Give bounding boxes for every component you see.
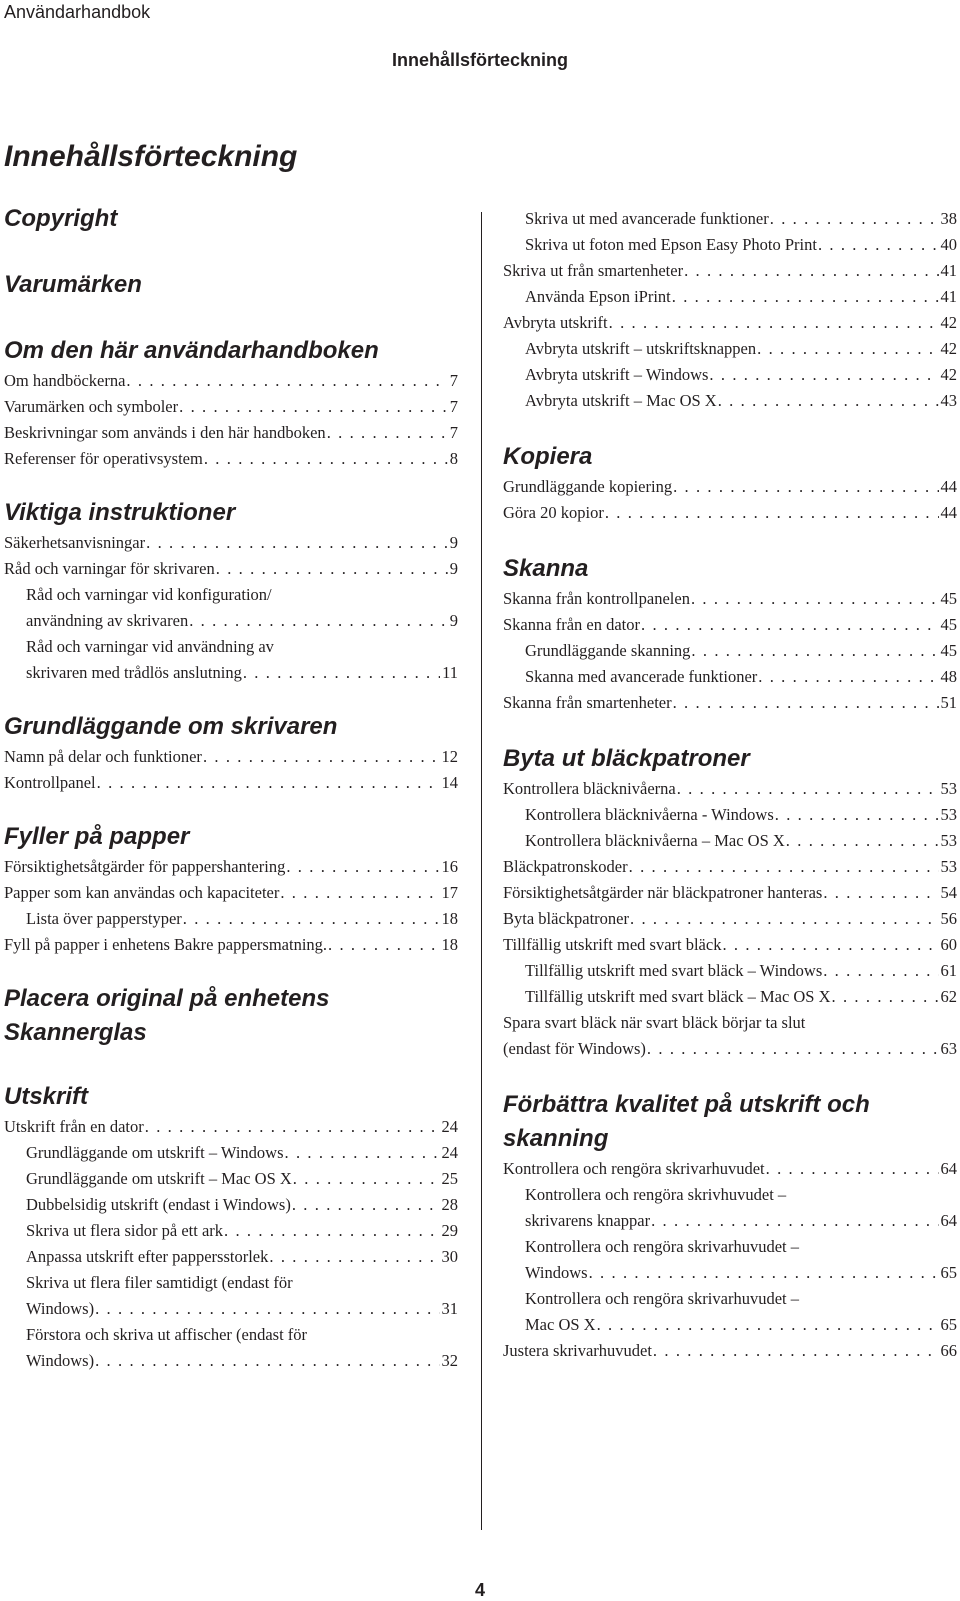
dot-leader xyxy=(293,1166,440,1192)
dot-leader xyxy=(770,206,939,232)
page-ref: 48 xyxy=(940,667,957,686)
dot-leader xyxy=(216,556,448,582)
dot-leader xyxy=(757,336,938,362)
toc-entry[interactable]: Referenser för operativsystem . . . 8 xyxy=(4,446,458,472)
page-ref: 63 xyxy=(940,1039,957,1058)
dot-leader xyxy=(832,984,939,1010)
page-ref: 25 xyxy=(441,1169,458,1188)
toc-entry[interactable]: Skanna från kontrollpanelen . . . 45 xyxy=(503,586,957,612)
page-ref: 41 xyxy=(940,261,957,280)
toc-entry[interactable]: Råd och varningar vid konfiguration/ användning av skrivaren . . . 9 xyxy=(4,582,458,634)
dot-leader xyxy=(684,258,938,284)
page-ref: 11 xyxy=(442,663,458,682)
toc-entry[interactable]: Tillfällig utskrift med svart bläck – Windows . . . 61 xyxy=(503,958,957,984)
toc-section-varumarken[interactable]: Varumärken xyxy=(4,271,142,298)
page-ref: 28 xyxy=(441,1195,458,1214)
toc-entry[interactable]: Grundläggande skanning . . . 45 xyxy=(503,638,957,664)
toc-section-viktiga[interactable]: Viktiga instruktioner xyxy=(4,499,236,526)
toc-entry[interactable]: Skriva ut med avancerade funktioner . . . 38 xyxy=(503,206,957,232)
toc-section-placera[interactable]: Placera original på enhetens Skannerglas xyxy=(4,985,330,1046)
toc-entry[interactable]: Råd och varningar för skrivaren . . . 9 xyxy=(4,556,458,582)
page-ref: 45 xyxy=(940,589,957,608)
toc-section-forbattra[interactable]: Förbättra kvalitet på utskrift och skanning xyxy=(503,1091,870,1152)
dot-leader xyxy=(672,284,939,310)
dot-leader xyxy=(758,664,938,690)
toc-entry[interactable]: Beskrivningar som används i den här handboken . . . 7 xyxy=(4,420,458,446)
toc-entry[interactable]: Bläckpatronskoder . . . 53 xyxy=(503,854,957,880)
dot-leader xyxy=(823,958,938,984)
page-ref: 9 xyxy=(449,611,458,630)
dot-leader xyxy=(97,770,440,796)
toc-entry[interactable]: Kontrollera och rengöra skrivarhuvudet – Mac OS X . . . 65 xyxy=(503,1286,957,1338)
toc-entry[interactable]: Råd och varningar vid användning av skrivaren med trådlös anslutning . . . 11 xyxy=(4,634,458,686)
dot-leader xyxy=(718,388,939,414)
dot-leader xyxy=(179,394,448,420)
dot-leader xyxy=(280,880,439,906)
dot-leader xyxy=(95,1348,439,1374)
page-ref: 18 xyxy=(441,909,458,928)
page-ref: 8 xyxy=(449,449,458,468)
page-ref: 9 xyxy=(449,533,458,552)
column-divider xyxy=(481,212,482,1530)
toc-left-column xyxy=(4,202,458,1374)
dot-leader xyxy=(285,1140,440,1166)
toc-entry[interactable]: Kontrollera och rengöra skrivarhuvudet – Windows . . . 65 xyxy=(503,1234,957,1286)
toc-entry[interactable]: Om handböckerna . . . 7 xyxy=(4,368,458,394)
dot-leader xyxy=(691,586,939,612)
page-ref: 42 xyxy=(940,339,957,358)
toc-entry[interactable]: Utskrift från en dator . . . 24 xyxy=(4,1114,458,1140)
toc-entry[interactable]: Avbryta utskrift – Mac OS X . . . 43 xyxy=(503,388,957,414)
toc-entry[interactable]: Kontrollera och rengöra skrivarhuvudet . . . 64 xyxy=(503,1156,957,1182)
page-ref: 30 xyxy=(441,1247,458,1266)
toc-section-fyller[interactable]: Fyller på papper xyxy=(4,823,190,850)
page-ref: 43 xyxy=(940,391,957,410)
toc-entry[interactable]: Skanna från en dator . . . 45 xyxy=(503,612,957,638)
toc-entry[interactable]: Namn på delar och funktioner . . . 12 xyxy=(4,744,458,770)
toc-entry[interactable]: Skriva ut från smartenheter . . . 41 xyxy=(503,258,957,284)
page-ref: 40 xyxy=(940,235,957,254)
toc-entry[interactable]: Skriva ut flera sidor på ett ark . . . 29 xyxy=(4,1218,458,1244)
toc-entry[interactable]: Justera skrivarhuvudet . . . 66 xyxy=(503,1338,957,1364)
dot-leader xyxy=(146,530,448,556)
page-ref: 24 xyxy=(441,1117,458,1136)
toc-entry[interactable]: Grundläggande kopiering . . . 44 xyxy=(503,474,957,500)
dot-leader xyxy=(286,854,439,880)
dot-leader xyxy=(145,1114,440,1140)
toc-entry[interactable]: Anpassa utskrift efter pappersstorlek . . . 30 xyxy=(4,1244,458,1270)
dot-leader xyxy=(775,802,939,828)
page-ref: 66 xyxy=(940,1341,957,1360)
toc-entry[interactable]: Skanna från smartenheter . . . 51 xyxy=(503,690,957,716)
page-number: 4 xyxy=(474,1580,485,1600)
dot-leader xyxy=(243,660,440,686)
dot-leader xyxy=(647,1036,939,1062)
page-ref: 12 xyxy=(441,747,458,766)
dot-leader xyxy=(651,1208,938,1234)
dot-leader xyxy=(203,744,440,770)
dot-leader xyxy=(786,828,939,854)
toc-entry[interactable]: Skriva ut flera filer samtidigt (endast för Windows) . . . 31 xyxy=(4,1270,458,1322)
page-ref: 31 xyxy=(441,1299,458,1318)
page-ref: 56 xyxy=(940,909,957,928)
dot-leader xyxy=(709,362,938,388)
toc-entry[interactable]: Kontrollpanel . . . 14 xyxy=(4,770,458,796)
toc-entry[interactable]: Lista över papperstyper . . . 18 xyxy=(4,906,458,932)
page-ref: 9 xyxy=(449,559,458,578)
toc-entry[interactable]: Säkerhetsanvisningar . . . 9 xyxy=(4,530,458,556)
toc-entry[interactable]: Varumärken och symboler . . . 7 xyxy=(4,394,458,420)
toc-entry[interactable]: Grundläggande om utskrift – Mac OS X . . . 25 xyxy=(4,1166,458,1192)
toc-entry[interactable]: Försiktighetsåtgärder när bläckpatroner hanteras . . . 54 xyxy=(503,880,957,906)
toc-entry[interactable]: Fyll på papper i enhetens Bakre pappersmatning. . . . 18 xyxy=(4,932,458,958)
page-ref: 44 xyxy=(940,503,957,522)
toc-entry[interactable]: Kontrollera och rengöra skrivhuvudet – skrivarens knappar . . . 64 xyxy=(503,1182,957,1234)
page-ref: 24 xyxy=(441,1143,458,1162)
toc-entry[interactable]: Använda Epson iPrint . . . 41 xyxy=(503,284,957,310)
dot-leader xyxy=(224,1218,439,1244)
page-ref: 38 xyxy=(940,209,957,228)
toc-entry[interactable]: Kontrollera bläcknivåerna . . . 53 xyxy=(503,776,957,802)
page-ref: 44 xyxy=(940,477,957,496)
page-ref: 17 xyxy=(441,883,458,902)
toc-right-column xyxy=(503,206,957,1364)
toc-entry[interactable]: Papper som kan användas och kapaciteter . . . 17 xyxy=(4,880,458,906)
dot-leader xyxy=(691,638,938,664)
page-ref: 41 xyxy=(940,287,957,306)
dot-leader xyxy=(629,854,939,880)
toc-section-copyright[interactable]: Copyright xyxy=(4,205,118,232)
section-head: Innehållsförteckning xyxy=(391,50,569,70)
page-ref: 45 xyxy=(940,641,957,660)
toc-entry[interactable]: Kontrollera bläcknivåerna – Mac OS X . . . 53 xyxy=(503,828,957,854)
page-ref: 16 xyxy=(441,857,458,876)
page-ref: 18 xyxy=(441,935,458,954)
page-ref: 42 xyxy=(940,313,957,332)
toc-section-utskrift[interactable]: Utskrift xyxy=(4,1083,89,1110)
dot-leader xyxy=(183,906,440,932)
dot-leader xyxy=(605,500,939,526)
page-ref: 45 xyxy=(940,615,957,634)
dot-leader xyxy=(630,906,939,932)
page-ref: 53 xyxy=(940,831,957,850)
dot-leader xyxy=(589,1260,939,1286)
dot-leader xyxy=(597,1312,939,1338)
toc-entry[interactable]: Dubbelsidig utskrift (endast i Windows) . . . 28 xyxy=(4,1192,458,1218)
dot-leader xyxy=(653,1338,939,1364)
dot-leader xyxy=(823,880,938,906)
page-ref: 7 xyxy=(449,423,458,442)
dot-leader xyxy=(641,612,939,638)
dot-leader xyxy=(292,1192,440,1218)
dot-leader xyxy=(204,446,448,472)
page-ref: 65 xyxy=(940,1315,957,1334)
page-ref: 62 xyxy=(940,987,957,1006)
toc-entry[interactable]: Byta bläckpatroner . . . 56 xyxy=(503,906,957,932)
page-ref: 7 xyxy=(449,397,458,416)
page-ref: 54 xyxy=(940,883,957,902)
toc-entry[interactable]: Tillfällig utskrift med svart bläck . . . 60 xyxy=(503,932,957,958)
dot-leader xyxy=(673,474,938,500)
page-ref: 53 xyxy=(940,857,957,876)
page-ref: 42 xyxy=(940,365,957,384)
dot-leader xyxy=(328,932,439,958)
toc-entry[interactable]: Avbryta utskrift . . . 42 xyxy=(503,310,957,336)
dot-leader xyxy=(677,776,939,802)
toc-entry[interactable]: Försiktighetsåtgärder för pappershantering . . . 16 xyxy=(4,854,458,880)
dot-leader xyxy=(189,608,448,634)
toc-entry[interactable]: Kontrollera bläcknivåerna - Windows . . . 53 xyxy=(503,802,957,828)
dot-leader xyxy=(126,368,447,394)
dot-leader xyxy=(818,232,939,258)
dot-leader xyxy=(95,1296,439,1322)
page-ref: 53 xyxy=(940,805,957,824)
toc-entry[interactable]: Skanna med avancerade funktioner . . . 48 xyxy=(503,664,957,690)
page-ref: 64 xyxy=(940,1159,957,1178)
toc-entry[interactable]: Avbryta utskrift – Windows . . . 42 xyxy=(503,362,957,388)
toc-entry[interactable]: Tillfällig utskrift med svart bläck – Mac OS X . . . 62 xyxy=(503,984,957,1010)
toc-section-om-handboken[interactable]: Om den här användarhandboken xyxy=(4,337,379,364)
dot-leader xyxy=(269,1244,439,1270)
page-ref: 29 xyxy=(441,1221,458,1240)
page-title: Innehållsförteckning xyxy=(4,140,298,173)
page-ref: 60 xyxy=(940,935,957,954)
toc-entry[interactable]: Grundläggande om utskrift – Windows . . . 24 xyxy=(4,1140,458,1166)
dot-leader xyxy=(327,420,448,446)
toc-entry[interactable]: Spara svart bläck när svart bläck börjar ta slut (endast för Windows) . . . 63 xyxy=(503,1010,957,1062)
toc-entry[interactable]: Skriva ut foton med Epson Easy Photo Print . . . 40 xyxy=(503,232,957,258)
page-ref: 14 xyxy=(441,773,458,792)
page-ref: 64 xyxy=(940,1211,957,1230)
toc-entry[interactable]: Avbryta utskrift – utskriftsknappen . . . 42 xyxy=(503,336,957,362)
running-head: Användarhandbok xyxy=(4,2,151,22)
page-ref: 65 xyxy=(940,1263,957,1282)
toc-entry[interactable]: Göra 20 kopior . . . 44 xyxy=(503,500,957,526)
page-ref: 51 xyxy=(940,693,957,712)
page-ref: 7 xyxy=(449,371,458,390)
dot-leader xyxy=(722,932,938,958)
dot-leader xyxy=(609,310,939,336)
dot-leader xyxy=(766,1156,939,1182)
toc-entry[interactable]: Förstora och skriva ut affischer (endast för Windows) . . . 32 xyxy=(4,1322,458,1374)
toc-section-kopiera[interactable]: Kopiera xyxy=(503,443,593,470)
dot-leader xyxy=(673,690,939,716)
page-ref: 32 xyxy=(441,1351,458,1370)
toc-section-skanna[interactable]: Skanna xyxy=(503,555,589,582)
page-ref: 61 xyxy=(940,961,957,980)
toc-section-grundlaggande[interactable]: Grundläggande om skrivaren xyxy=(4,713,338,740)
toc-section-byta[interactable]: Byta ut bläckpatroner xyxy=(503,745,750,772)
page-ref: 53 xyxy=(940,779,957,798)
